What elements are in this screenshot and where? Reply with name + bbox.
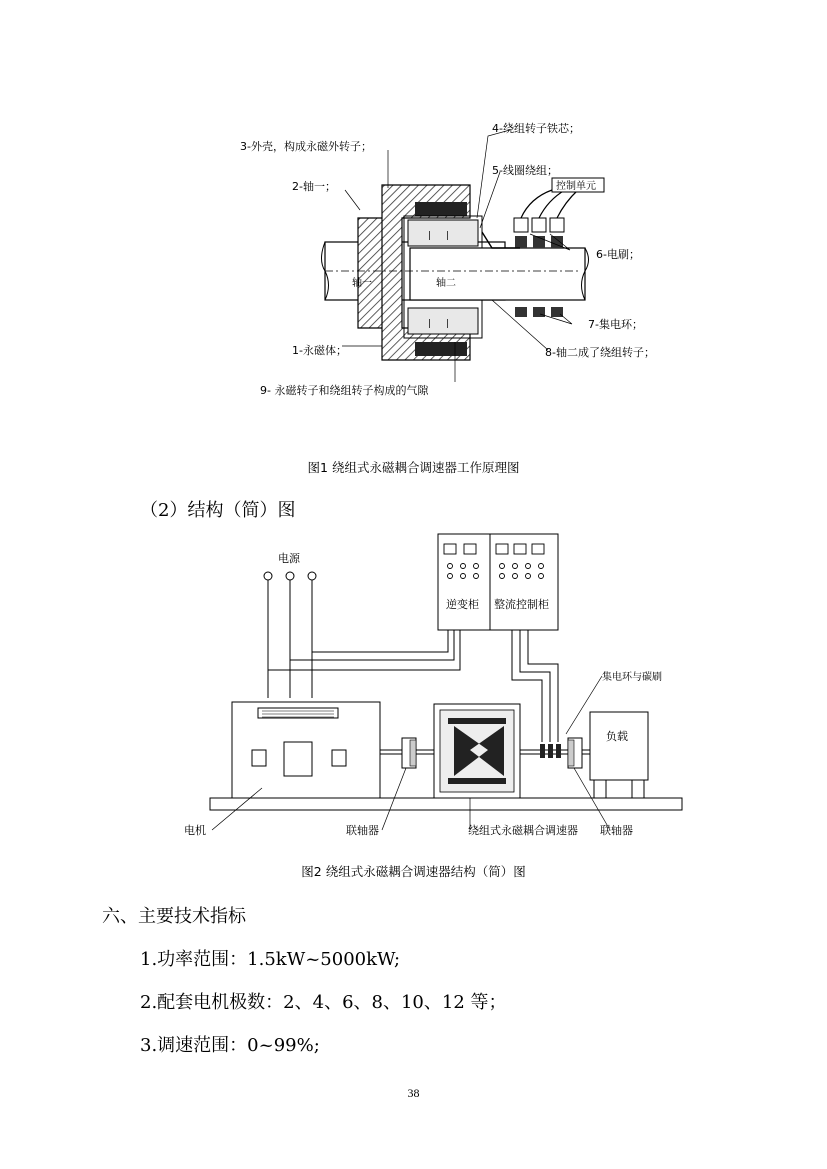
- shaft-two: [410, 248, 585, 300]
- label-power: 电源: [278, 552, 300, 565]
- spec-item: 1.功率范围：1.5kW~5000kW;: [140, 949, 401, 970]
- winding-rotor-core-top: [408, 220, 478, 246]
- permanent-magnet-top: [415, 202, 467, 216]
- figure2-diagram: [170, 530, 690, 850]
- label-governor: 绕组式永磁耦合调速器: [468, 824, 578, 837]
- label-shaft-two-inner: 轴二: [436, 278, 456, 289]
- label-coupling-right: 联轴器: [600, 824, 633, 837]
- svg-text:|: |: [428, 319, 432, 329]
- label-housing: 3-外壳，构成永磁外转子；: [240, 140, 372, 153]
- label-inverter: 逆变柜: [446, 598, 479, 611]
- label-shaft-one: 2-轴一；: [292, 180, 336, 193]
- label-coil: 5-线圈绕组；: [492, 164, 558, 177]
- label-air-gap: 9- 永磁转子和绕组转子构成的气隙: [260, 384, 429, 397]
- label-winding-rotor: 8-轴二成了绕组转子；: [545, 346, 655, 359]
- label-motor: 电机: [184, 824, 206, 837]
- label-coupling-left: 联轴器: [346, 824, 379, 837]
- svg-text:|: |: [446, 231, 450, 241]
- label-magnet: 1-永磁体；: [292, 344, 347, 357]
- figure2-caption: 图2 绕组式永磁耦合调速器结构（简）图: [301, 864, 526, 879]
- spec-item: 2.配套电机极数：2、4、6、8、10、12 等；: [140, 992, 507, 1013]
- load: [590, 712, 648, 780]
- label-brush: 6-电刷；: [596, 248, 640, 261]
- figure1-caption: 图1 绕组式永磁耦合调速器工作原理图: [307, 460, 520, 475]
- label-shaft-one-inner: 轴一: [352, 278, 372, 289]
- label-control-unit: 控制单元: [556, 181, 596, 192]
- label-slip-ring: 集电环与碳刷: [602, 672, 662, 683]
- page-number: 38: [407, 1086, 420, 1100]
- label-load: 负载: [606, 730, 628, 743]
- svg-text:|: |: [428, 231, 432, 241]
- section2-heading: （2）结构（简）图: [140, 500, 296, 521]
- spec-item: 3.调速范围：0~99%;: [140, 1035, 320, 1056]
- section6-heading: 六、主要技术指标: [102, 906, 246, 927]
- svg-text:|: |: [446, 319, 450, 329]
- winding-rotor-core-bottom: [408, 308, 478, 334]
- brushes: [514, 218, 564, 232]
- base-frame: [210, 798, 682, 810]
- figure1-diagram: [230, 110, 670, 410]
- label-rotor-core: 4-绕组转子铁芯；: [492, 122, 580, 135]
- label-collector-ring: 7-集电环；: [588, 318, 643, 331]
- permanent-magnet-bottom: [415, 342, 467, 356]
- label-rectifier: 整流控制柜: [494, 598, 549, 611]
